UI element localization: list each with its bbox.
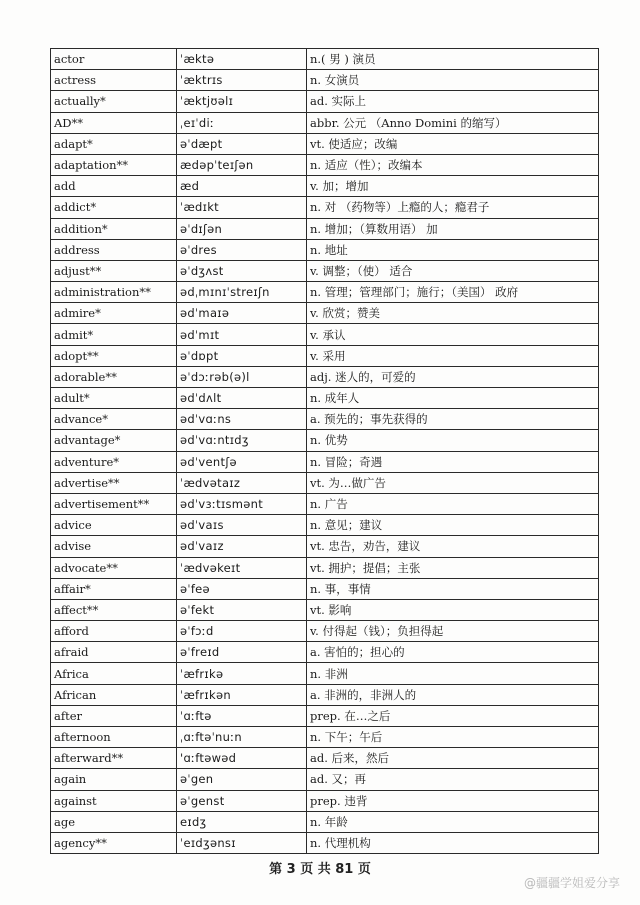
phonetic-cell: ədˈmaɪə [177,303,307,324]
definition-cell: n. 非洲 [307,663,599,684]
table-row [51,133,599,154]
phonetic-cell: eɪdʒ [177,811,307,832]
definition-cell: vt. 为…做广告 [307,472,599,493]
definition-cell: a. 害怕的；担心的 [307,642,599,663]
phonetic-cell: ədˈvɑːntɪdʒ [177,430,307,451]
word-cell: agency** [51,832,177,853]
definition-cell: v. 调整；（使） 适合 [307,260,599,281]
table-row [51,472,599,493]
table-row [51,239,599,260]
phonetic-cell: ədˈvɜːtɪsmənt [177,493,307,514]
phonetic-cell: ædəpˈteɪʃən [177,154,307,175]
definition-cell: n. 对 （药物等）上瘾的人；瘾君子 [307,197,599,218]
table-row [51,727,599,748]
word-cell: admit* [51,324,177,345]
table-row [51,91,599,112]
phonetic-cell: ədˈdʌlt [177,388,307,409]
phonetic-cell: ˈædvətaɪz [177,472,307,493]
definition-cell: n. 代理机构 [307,832,599,853]
definition-cell: n. 意见；建议 [307,515,599,536]
definition-cell: vt. 使适应；改编 [307,133,599,154]
table-row [51,790,599,811]
definition-cell: n. 增加；（算数用语） 加 [307,218,599,239]
word-cell: afterward** [51,748,177,769]
definition-cell: n. 下午；午后 [307,727,599,748]
phonetic-cell: əˈdæpt [177,133,307,154]
definition-cell: v. 欣赏；赞美 [307,303,599,324]
phonetic-cell: ədˈventʃə [177,451,307,472]
table-row [51,49,599,70]
word-cell: afraid [51,642,177,663]
word-cell: advice [51,515,177,536]
phonetic-cell: əˈgen [177,769,307,790]
phonetic-cell: əˈfɔːd [177,621,307,642]
word-cell: admire* [51,303,177,324]
definition-cell: prep. 在…之后 [307,705,599,726]
definition-cell: ad. 又；再 [307,769,599,790]
definition-cell: ad. 实际上 [307,91,599,112]
word-cell: adjust** [51,260,177,281]
table-row [51,705,599,726]
word-cell: against [51,790,177,811]
word-cell: affect** [51,599,177,620]
word-cell: adventure* [51,451,177,472]
word-cell: actress [51,70,177,91]
phonetic-cell: əˈgenst [177,790,307,811]
word-cell: advertise** [51,472,177,493]
table-row [51,536,599,557]
phonetic-cell: əˈdɔːrəb(ə)l [177,366,307,387]
table-row [51,112,599,133]
table-row [51,70,599,91]
word-cell: age [51,811,177,832]
phonetic-cell: əˈdres [177,239,307,260]
word-cell: advertisement** [51,493,177,514]
word-cell: advise [51,536,177,557]
table-row [51,409,599,430]
table-row [51,599,599,620]
word-cell: adult* [51,388,177,409]
table-row [51,663,599,684]
table-row [51,578,599,599]
definition-cell: n. 广告 [307,493,599,514]
definition-cell: n. 女演员 [307,70,599,91]
word-cell: afford [51,621,177,642]
word-cell: actually* [51,91,177,112]
phonetic-cell: ˈeɪdʒənsɪ [177,832,307,853]
definition-cell: adj. 迷人的，可爱的 [307,366,599,387]
table-row [51,197,599,218]
phonetic-cell: 'ɑːftəwəd [177,748,307,769]
vocabulary-table [50,48,599,854]
table-row [51,260,599,281]
definition-cell: v. 付得起（钱）；负担得起 [307,621,599,642]
table-row [51,684,599,705]
word-cell: administration** [51,282,177,303]
vocabulary-table-body [51,49,599,854]
table-row [51,642,599,663]
phonetic-cell: æd [177,176,307,197]
definition-cell: a. 预先的；事先获得的 [307,409,599,430]
phonetic-cell: ədˈvaɪz [177,536,307,557]
word-cell: affair* [51,578,177,599]
table-row [51,557,599,578]
table-row [51,154,599,175]
definition-cell: vt. 拥护；提倡；主张 [307,557,599,578]
phonetic-cell: əˈfreɪd [177,642,307,663]
phonetic-cell: ˈæktjʊəlɪ [177,91,307,112]
definition-cell: n. 优势 [307,430,599,451]
phonetic-cell: ˈæktə [177,49,307,70]
word-cell: adopt** [51,345,177,366]
phonetic-cell: ˌɑːftəˈnuːn [177,727,307,748]
word-cell: again [51,769,177,790]
phonetic-cell: ədˌmɪnɪˈstreɪʃn [177,282,307,303]
word-cell: African [51,684,177,705]
phonetic-cell: ˈɑːftə [177,705,307,726]
table-row [51,769,599,790]
word-cell: advantage* [51,430,177,451]
definition-cell: vt. 忠告，劝告，建议 [307,536,599,557]
phonetic-cell: əˈdɪʃən [177,218,307,239]
table-row [51,832,599,853]
definition-cell: n. 适应（性）；改编本 [307,154,599,175]
table-row [51,176,599,197]
phonetic-cell: ədˈvɑːns [177,409,307,430]
page-footer: 第 3 页 共 81 页 [269,862,371,877]
table-row [51,811,599,832]
word-cell: advance* [51,409,177,430]
phonetic-cell: ˈæfrɪkən [177,684,307,705]
definition-cell: n. 冒险；奇遇 [307,451,599,472]
table-row [51,493,599,514]
definition-cell: abbr. 公元 （Anno Domini 的缩写） [307,112,599,133]
word-cell: addict* [51,197,177,218]
definition-cell: vt. 影响 [307,599,599,620]
definition-cell: a. 非洲的，非洲人的 [307,684,599,705]
table-row [51,218,599,239]
table-row [51,388,599,409]
word-cell: afternoon [51,727,177,748]
phonetic-cell: ˈædɪkt [177,197,307,218]
phonetic-cell: ədˈvaɪs [177,515,307,536]
definition-cell: n.( 男 ) 演员 [307,49,599,70]
phonetic-cell: əˈfekt [177,599,307,620]
definition-cell: v. 加；增加 [307,176,599,197]
definition-cell: n. 地址 [307,239,599,260]
table-row [51,748,599,769]
word-cell: advocate** [51,557,177,578]
definition-cell: n. 管理；管理部门；施行；（美国） 政府 [307,282,599,303]
word-cell: adapt* [51,133,177,154]
phonetic-cell: ˈæktrɪs [177,70,307,91]
definition-cell: v. 采用 [307,345,599,366]
table-row [51,430,599,451]
table-row [51,451,599,472]
table-row [51,282,599,303]
phonetic-cell: ˌeɪˈdiː [177,112,307,133]
word-cell: addition* [51,218,177,239]
definition-cell: ad. 后来，然后 [307,748,599,769]
definition-cell: n. 成年人 [307,388,599,409]
phonetic-cell: əˈdʒʌst [177,260,307,281]
phonetic-cell: ədˈmɪt [177,324,307,345]
phonetic-cell: əˈfeə [177,578,307,599]
word-cell: Africa [51,663,177,684]
word-cell: address [51,239,177,260]
word-cell: adorable** [51,366,177,387]
table-row [51,515,599,536]
word-cell: actor [51,49,177,70]
word-cell: after [51,705,177,726]
phonetic-cell: ˈædvəkeɪt [177,557,307,578]
definition-cell: prep. 违背 [307,790,599,811]
word-cell: add [51,176,177,197]
table-row [51,324,599,345]
watermark: @疆疆学姐爱分享 [523,876,620,890]
definition-cell: n. 事，事情 [307,578,599,599]
word-cell: adaptation** [51,154,177,175]
definition-cell: n. 年龄 [307,811,599,832]
table-row [51,366,599,387]
phonetic-cell: əˈdɒpt [177,345,307,366]
table-row [51,621,599,642]
definition-cell: v. 承认 [307,324,599,345]
table-row [51,303,599,324]
table-row [51,345,599,366]
word-cell: AD** [51,112,177,133]
phonetic-cell: ˈæfrɪkə [177,663,307,684]
